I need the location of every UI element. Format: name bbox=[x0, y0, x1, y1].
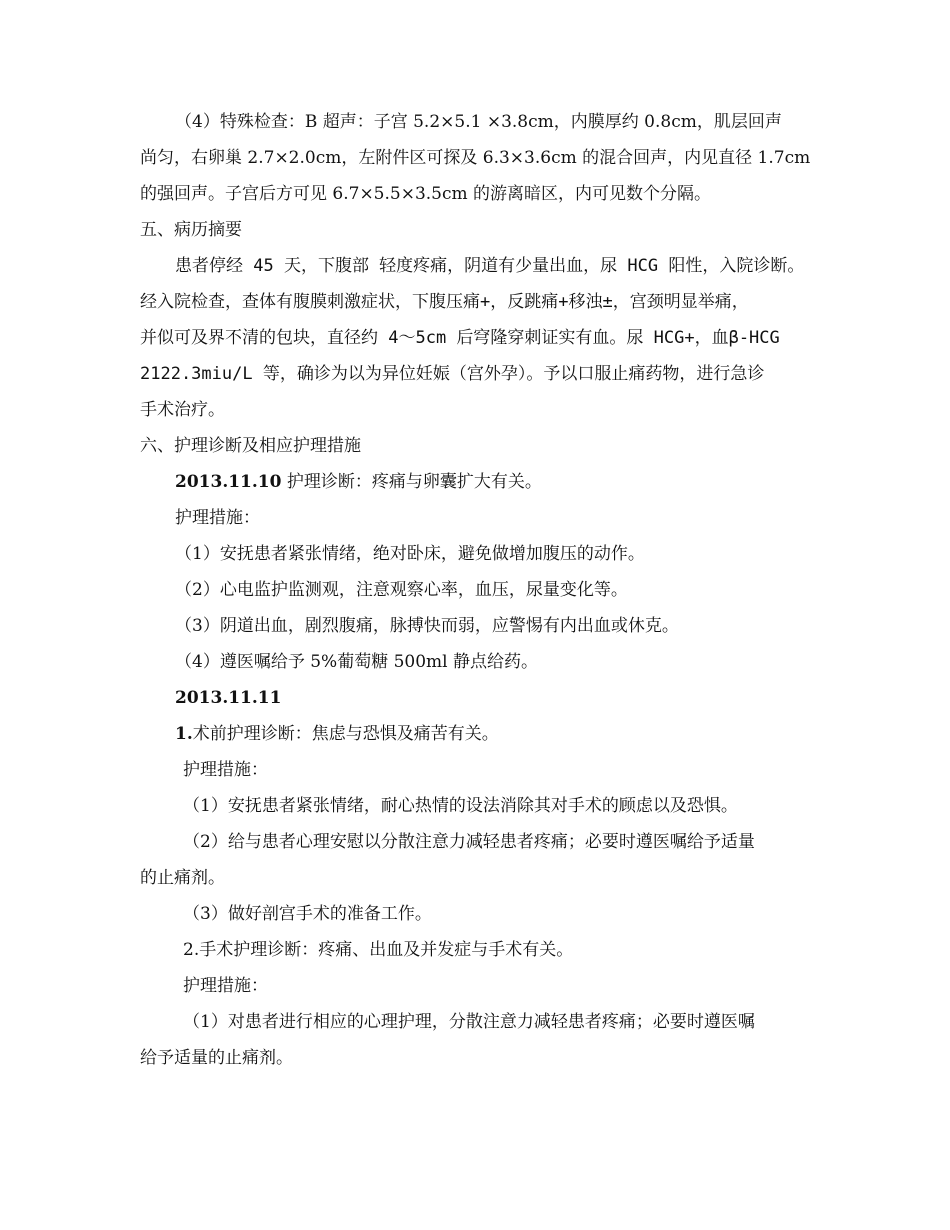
pre-op-item-2-line-2: 的止痛剂。 bbox=[140, 868, 225, 888]
measure-item: （2）心电监护监测观，注意观察心率，血压，尿量变化等。 bbox=[175, 580, 628, 600]
measure-item: （4）遵医嘱给予 5%葡萄糖 500ml 静点给药。 bbox=[175, 652, 539, 672]
summary-line-3: 并似可及界不清的包块，直径约 4～5cm 后穹隆穿刺证实有血。尿 HCG+，血β-HCG bbox=[140, 328, 780, 348]
summary-line-5: 手术治疗。 bbox=[140, 400, 225, 420]
diagnosis-1-text: 护理诊断：疼痛与卵囊扩大有关。 bbox=[281, 472, 542, 492]
pre-op-measures-label: 护理措施： bbox=[183, 760, 268, 780]
exam-line-3: 的强回声。子宫后方可见 6.7×5.5×3.5cm 的游离暗区，内可见数个分隔。 bbox=[140, 184, 712, 204]
measure-item: （1）安抚患者紧张情绪，绝对卧床，避免做增加腹压的动作。 bbox=[175, 544, 645, 564]
measures-label-1: 护理措施： bbox=[175, 508, 260, 528]
diagnosis-1 bbox=[175, 470, 820, 494]
diagnosis-1-date: 2013.11.10 bbox=[175, 472, 282, 492]
surgical-item-1-line-2: 给予适量的止痛剂。 bbox=[140, 1048, 293, 1068]
diagnosis-2-date: 2013.11.11 bbox=[175, 688, 282, 708]
summary-line-2: 经入院检查，查体有腹膜刺激症状，下腹压痛+，反跳痛+移浊±，宫颈明显举痛， bbox=[140, 292, 749, 312]
exam-line-2: 尚匀，右卵巢 2.7×2.0cm，左附件区可探及 6.3×3.6cm 的混合回声，内见直径 1.7cm bbox=[140, 148, 811, 168]
summary-line-1: 患者停经 45 天，下腹部 轻度疼痛，阴道有少量出血，尿 HCG 阳性，入院诊断。 bbox=[175, 256, 805, 276]
pre-op-item-2-line-1: （2）给与患者心理安慰以分散注意力减轻患者疼痛；必要时遵医嘱给予适量 bbox=[183, 832, 755, 852]
surgical-item-1-line-1: （1）对患者进行相应的心理护理，分散注意力减轻患者疼痛；必要时遵医嘱 bbox=[183, 1012, 755, 1032]
pre-op-diagnosis bbox=[175, 722, 820, 746]
exam-line-1: （4）特殊检查：B 超声：子宫 5.2×5.1 ×3.8cm，内膜厚约 0.8cm，肌层回声 bbox=[175, 112, 782, 132]
pre-op-item-1: （1）安抚患者紧张情绪，耐心热情的设法消除其对手术的顾虑以及恐惧。 bbox=[183, 796, 738, 816]
pre-op-number: 1. bbox=[175, 724, 193, 744]
measure-item: （3）阴道出血，剧烈腹痛，脉搏快而弱，应警惕有内出血或休克。 bbox=[175, 616, 679, 636]
summary-line-4: 2122.3miu/L 等，确诊为以为异位妊娠（宫外孕）。予以口服止痛药物，进行急诊 bbox=[140, 364, 765, 384]
surgical-diagnosis: 2.手术护理诊断：疼痛、出血及并发症与手术有关。 bbox=[183, 940, 574, 960]
pre-op-item-3: （3）做好剖宫手术的准备工作。 bbox=[183, 904, 432, 924]
section-5-heading: 五、病历摘要 bbox=[140, 220, 242, 240]
section-6-heading: 六、护理诊断及相应护理措施 bbox=[140, 436, 361, 456]
surgical-measures-label: 护理措施： bbox=[183, 976, 268, 996]
pre-op-diagnosis-text: 术前护理诊断：焦虑与恐惧及痛苦有关。 bbox=[192, 724, 499, 744]
